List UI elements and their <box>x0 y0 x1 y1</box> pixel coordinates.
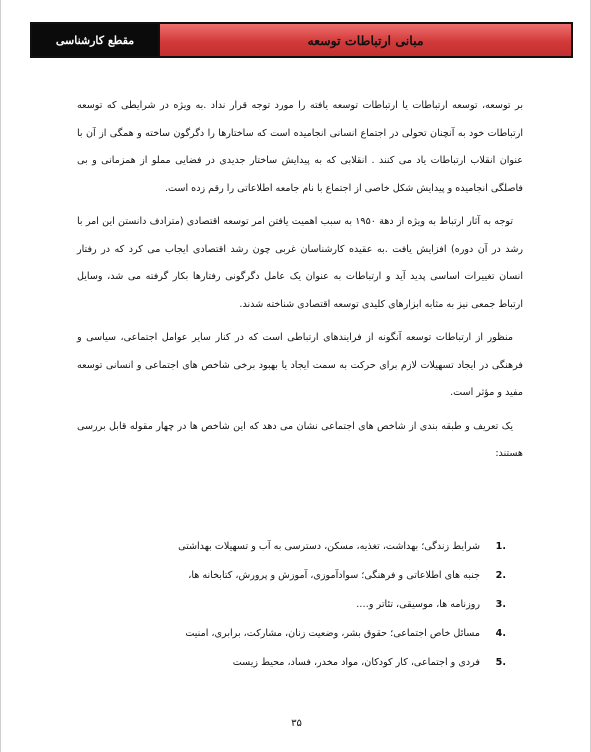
list-item <box>126 648 506 677</box>
list-item-number: .4 <box>495 627 506 639</box>
list-item-number: .5 <box>495 656 506 668</box>
list-item <box>126 619 506 648</box>
list-item-text: روزنامه ها، موسیقی، تئاتر و…. <box>356 598 480 610</box>
paragraph-1: بر توسعه، توسعه ارتباطات یا ارتباطات توسعه یافته را مورد توجه قرار نداد .به ویژه در شرایطی که توسعه ارتباطات خود به آنچنان تحولی در اجتماع انسانی انجامیده است که ساختارها را دگرگون ساخته و همگی از آن با عنوان انقلاب ارتباطات یاد می کنند . انقلابی که به پیدایش ساختار جدیدی در فضایی مملو از همزمانی و بی فاصلگی انجامیده و پیدایش شکل خاصی از اجتماع با نام جامعه اطلاعاتی را رقم زده است. <box>77 100 523 194</box>
list-item-number: .3 <box>495 598 506 610</box>
chapter-title: مبانی ارتباطات توسعه <box>160 24 571 56</box>
list-item-text: مسائل خاص اجتماعی؛ حقوق بشر، وضعیت زنان، مشارکت، برابری، امنیت <box>185 627 480 639</box>
list-item <box>126 590 506 619</box>
course-level-badge: مقطع کارشناسی <box>32 24 160 56</box>
page-number: ۳۵ <box>291 718 302 729</box>
paragraph-4: یک تعریف و طبقه بندی از شاخص های اجتماعی نشان می دهد که این شاخص ها در چهار مقوله قابل بررسی هستند: <box>77 420 523 459</box>
page-header <box>30 22 573 58</box>
paragraph-3: منظور از ارتباطات توسعه آنگونه از فرایندهای ارتباطی است که در کنار سایر عوامل اجتماعی، سیاسی و فرهنگی در ایجاد تسهیلات لازم برای حرکت به سمت ایجاد یا بهبود برخی شاخص های اجتماعی و انسانی توسعه مفید و مؤثر است. <box>77 332 523 398</box>
list-item <box>126 532 506 561</box>
list-item-text: جنبه های اطلاعاتی و فرهنگی؛ سوادآموزی، آموزش و پرورش، کتابخانه ها، <box>188 569 480 581</box>
list-item-number: .1 <box>495 540 506 552</box>
list-item <box>126 561 506 590</box>
list-item-text: شرایط زندگی؛ بهداشت، تغذیه، مسکن، دسترسی به آب و تسهیلات بهداشتی <box>178 540 480 552</box>
list-item-text: فردی و اجتماعی، کار کودکان، مواد مخدر، فساد، محیط زیست <box>232 656 480 668</box>
paragraph-2: توجه به آثار ارتباط به ویژه از دهة ۱۹۵۰ به سبب اهمیت یافتن امر توسعه اقتصادی (مترادف دانستن این امر با رشد در آن دوره) افزایش یافت .به عقیده کارشناسان غربی چون رشد اقتصادی ایجاب می کرد که در رفتار انسان تغییرات اساسی پدید آید و ارتباطات به عنوان یک عامل دگرگونی رفتارها بکار گرفته می شد، وسایل ارتباط جمعی نیز به مثابه ابزارهای کلیدی توسعه اقتصادی شناخته شدند. <box>77 216 523 310</box>
indicator-list <box>126 532 506 677</box>
body-text <box>77 92 523 474</box>
list-item-number: .2 <box>495 569 506 581</box>
